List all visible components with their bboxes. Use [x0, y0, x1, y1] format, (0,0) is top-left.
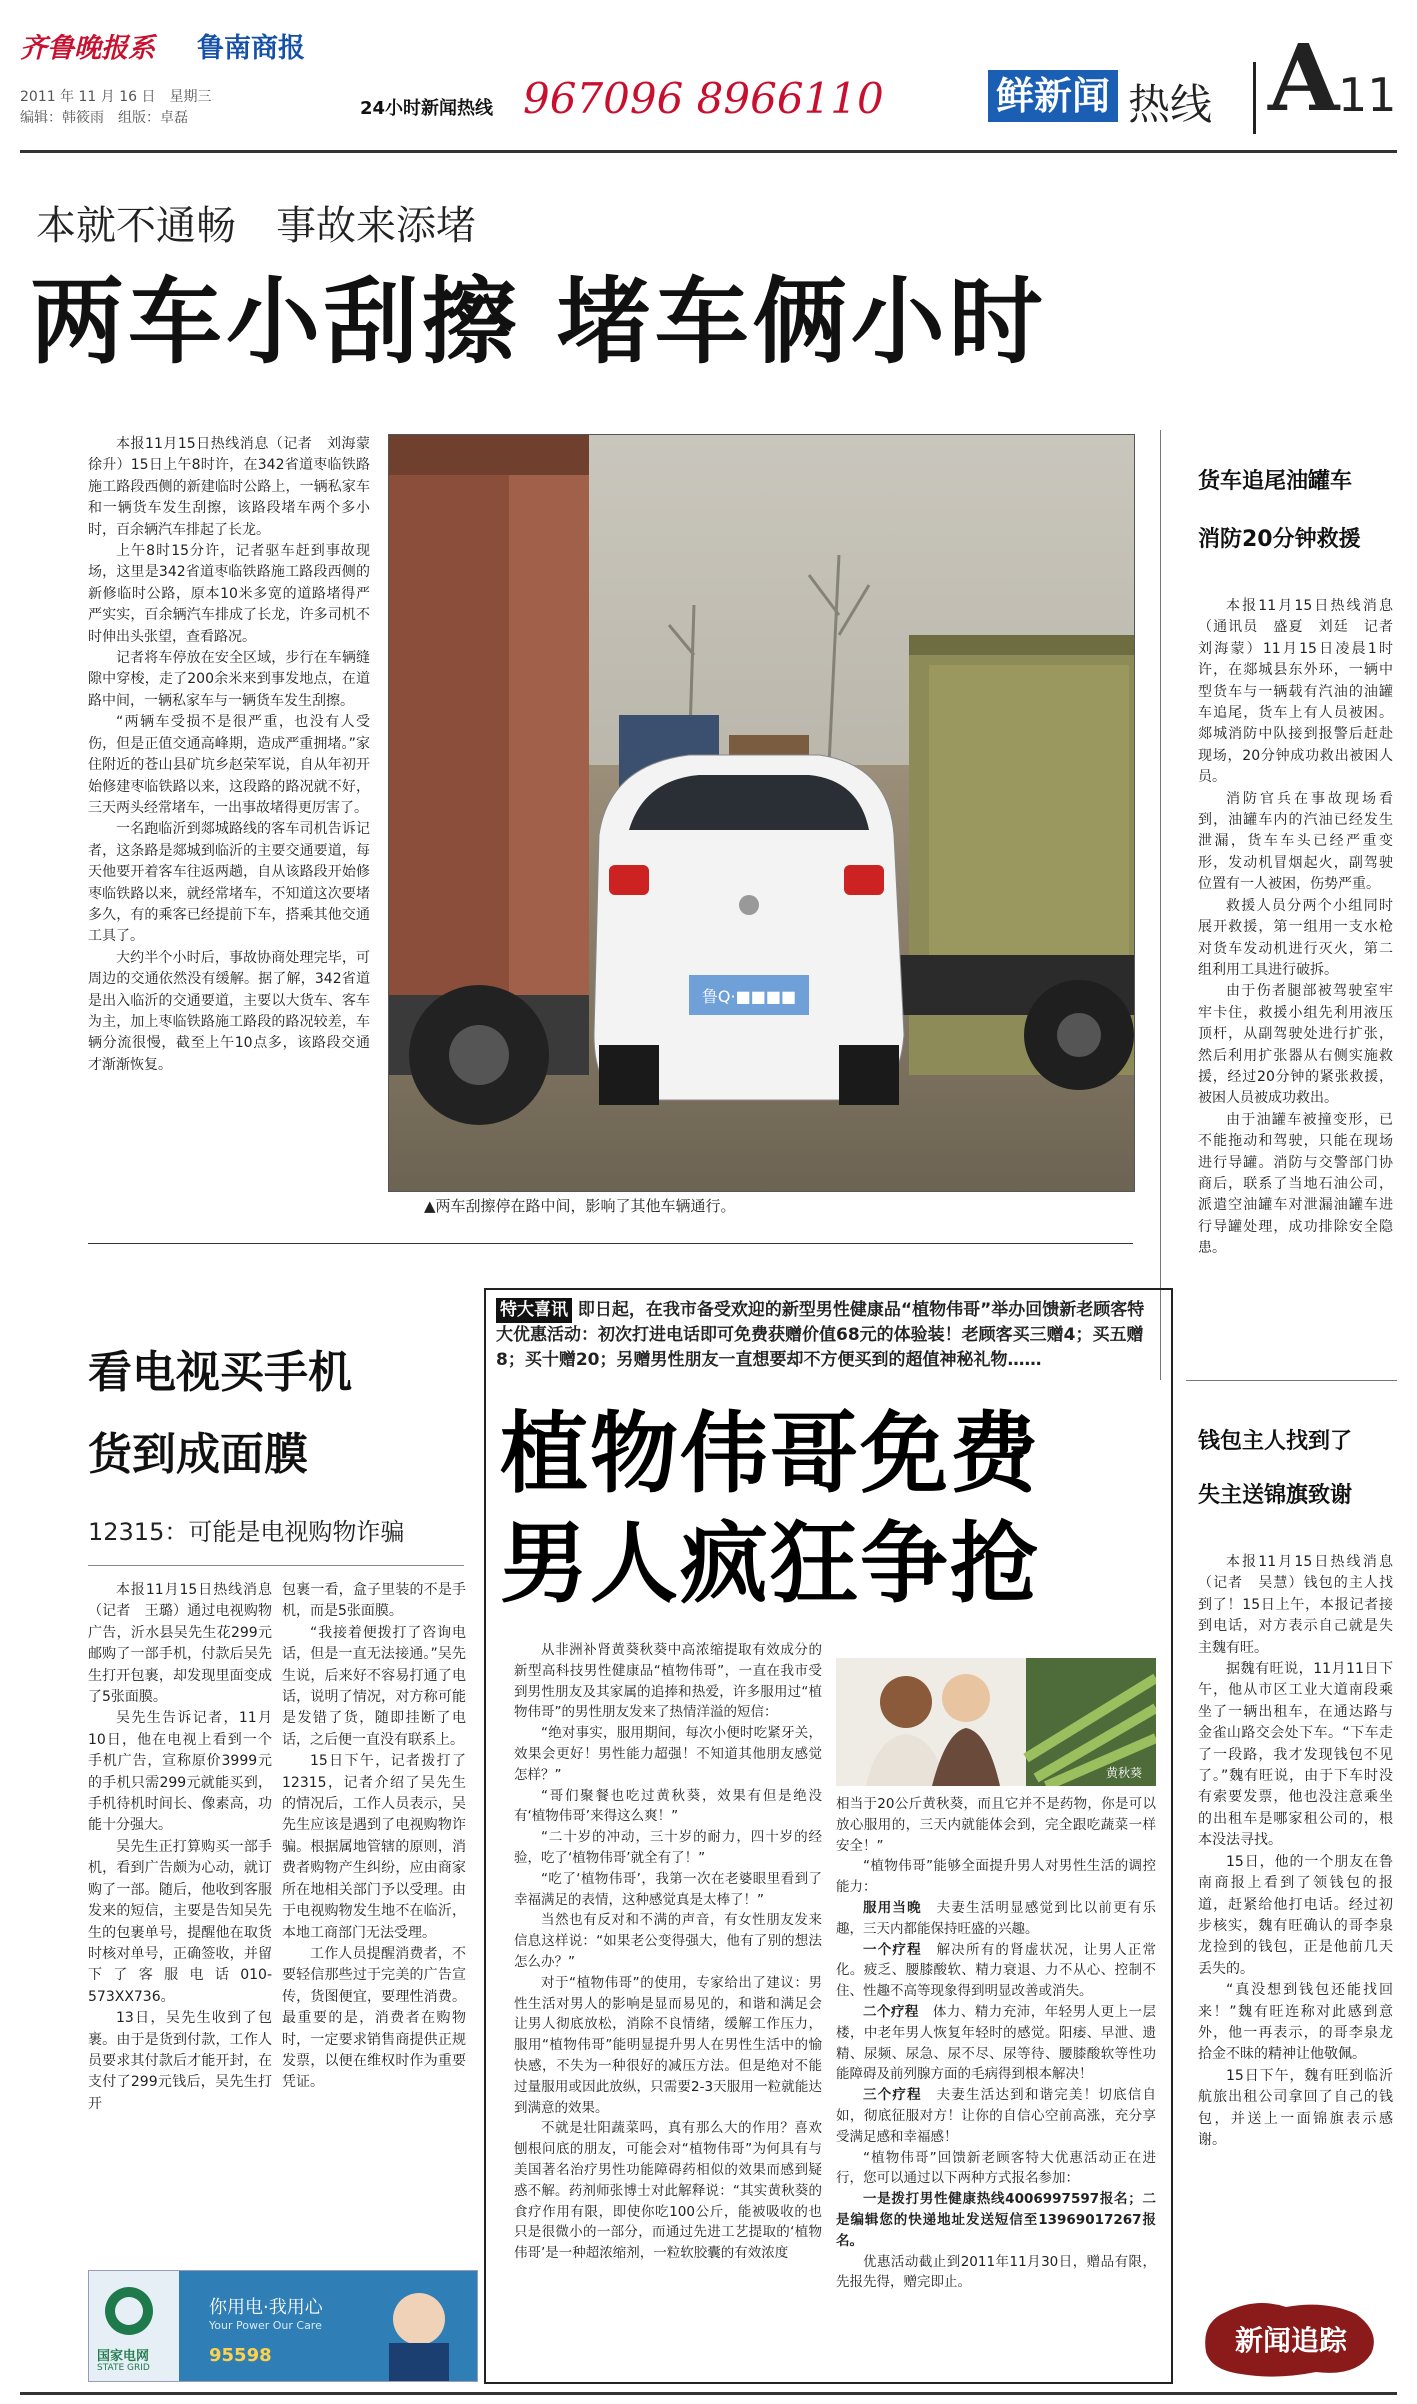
- ad-right-paragraph: “植物伟哥”能够全面提升男人对男性生活的调控能力：: [836, 1858, 1156, 1896]
- ad-headline-2: 男人疯狂争抢: [500, 1512, 1041, 1615]
- ad-paragraph: “二十岁的冲动，三十岁的耐力，四十岁的经验，吃了‘植物伟哥’就全有了！”: [514, 1829, 822, 1866]
- lead-photo: [388, 434, 1135, 1192]
- ad-box: [484, 1288, 1173, 2384]
- ad-paragraph: 当然也有反对和不满的声音，有女性朋友发来信息这样说：“如果老公变得强大，他有了别的想法怎么办？”: [514, 1912, 822, 1970]
- ad-paragraph: 对于“植物伟哥”的使用，专家给出了建议：男性生活对男人的影响是显而易见的，和谐和满足会让男人彻底放松，消除不良情绪，缓解工作压力，服用“植物伟哥”能明显提升男人在男性生活中的愉快感，不失为一种很好的减压方法。但是绝对不能过量服用或因此放纵，只需要2-3天服用一粒就能达到满意的效果。: [514, 1974, 822, 2116]
- side2-body: [1198, 1552, 1393, 2151]
- ad-headline-1: 植物伟哥免费: [500, 1402, 1041, 1505]
- tv-paragraph: 吴先生正打算购买一部手机，看到广告颇为心动，就订购了一部。随后，他收到客服发来的短信，主要是告知吴先生的包裹单号，提醒他在取货时核对单号，正确签收，并留下了客服电话010-573XX736。: [88, 1838, 272, 2005]
- tv-paragraph: “我接着便拨打了咨询电话，但是一直无法接通。”吴先生说，后来好不容易打通了电话，说明了情况，对方称可能是发错了货，随即挂断了电话，之后便一直没有联系上。: [282, 1624, 466, 1748]
- masthead-brand-red: 齐鲁晚报系: [20, 33, 155, 64]
- state-grid-slogan-en: Your Power Our Care: [209, 2319, 322, 2332]
- lead-paragraph: 上午8时15分许，记者驱车赶到事故现场，这里是342省道枣临铁路施工路段西侧的新修临时公路，原本10米多宽的道路堵得严严实实，百余辆汽车排成了长龙，许多司机不时伸出头张望，查看路况。: [88, 543, 370, 645]
- state-grid-ad: [88, 2270, 478, 2382]
- traffic-scene-illustration: [389, 435, 1135, 1192]
- state-grid-slogan: 你用电·我用心: [209, 2297, 323, 2318]
- ad-photo: [836, 1658, 1156, 1786]
- sidebar-rule: [1186, 1380, 1397, 1381]
- tv-paragraph: 包裹一看，盒子里装的不是手机，而是5张面膜。: [282, 1582, 466, 1620]
- side2-paragraph: 本报11月15日热线消息（记者 吴慧）钱包的主人找到了！15日上午，本报记者接到电话，对方表示自己就是失主魏有旺。: [1198, 1554, 1393, 1656]
- side1-paragraph: 救援人员分两个小组同时展开救援，第一组用一支水枪对货车发动机进行灭火，第二组利用工具进行破拆。: [1198, 897, 1393, 978]
- lead-bottom-rule: [88, 1243, 1133, 1244]
- tv-paragraph: 本报11月15日热线消息（记者 王璐）通过电视购物广告，沂水县吴先生花299元邮购了一部手机，付款后吴先生打开包裹，却发现里面变成了5张面膜。: [88, 1582, 272, 1706]
- section-divider: [1253, 62, 1256, 134]
- ad-benefit-text: 体力、精力充沛，年轻男人更上一层楼，中老年男人恢复年轻时的感觉。阳痿、早泄、遗精、尿频、尿急、尿不尽、尿等待、腰膝酸软等性功能障碍及前列腺方面的毛病得到根本解决！: [836, 2003, 1157, 2083]
- ad-benefit-head: 二个疗程: [863, 2003, 919, 2020]
- page-number: 11: [1338, 68, 1397, 122]
- section-tag: 鲜新闻: [988, 70, 1118, 122]
- ad-benefit-head: 三个疗程: [863, 2087, 922, 2104]
- tv-col-1: [88, 1580, 272, 2115]
- lead-paragraph: “两辆车受损不是很严重，也没有人受伤，但是正值交通高峰期，造成严重拥堵。”家住附近的苍山县矿坑乡赵荣军说，自从年初开始修建枣临铁路以来，这段路的路况就不好，三天两头经常堵车，一出事故堵得更厉害了。: [88, 714, 370, 816]
- sidebar-divider: [1160, 430, 1161, 1380]
- license-plate-text: 鲁Q·■■■■: [701, 987, 797, 1006]
- tv-rule: [88, 1565, 464, 1566]
- side2-paragraph: “真没想到钱包还能找回来！”魏有旺连称对此感到意外，他一再表示，的哥李泉龙拾金不昧的精神让他敬佩。: [1198, 1982, 1393, 2063]
- ad-benefit: [836, 2085, 1156, 2147]
- lead-body: [88, 434, 384, 1076]
- lead-paragraph: 记者将车停放在安全区域，步行在车辆缝隙中穿梭，走了200余米来到事发地点，在道路中间，一辆私家车与一辆货车发生刮擦。: [88, 650, 370, 709]
- ad-deadline: 优惠活动截止到2011年11月30日，赠品有限，先报先得，赠完即止。: [836, 2253, 1156, 2291]
- tv-paragraph: 15日下午，记者拨打了12315，记者介绍了吴先生的情况后，工作人员表示，吴先生应该是遇到了电视购物诈骗。根据属地管辖的原则，消费者购物产生纠纷，应由商家所在地相关部门予以受理。由于电视购物发生地不在临沂，本地工商部门无法受理。: [282, 1753, 466, 1941]
- tv-col-2: [282, 1580, 466, 2094]
- ad-intro: 即日起，在我市备受欢迎的新型男性健康品“植物伟哥”举办回馈新老顾客特大优惠活动：初次打进电话即可免费获赠价值68元的体验装！老顾客买三赠4；买五赠8；买十赠20；另赠男性朋友一直想要却不方便买到的超值神秘礼物……: [496, 1300, 1145, 1370]
- ad-signup-options: 一是拨打男性健康热线4006997597报名；二是编辑您的快递地址发送短信至13969017267报名。: [836, 2191, 1156, 2249]
- ad-benefit-head: 一个疗程: [863, 1941, 922, 1958]
- ad-photo-label: 黄秋葵: [1106, 1766, 1143, 1780]
- ad-left-col: [514, 1640, 822, 2264]
- state-grid-logo-text: 国家电网: [97, 2349, 150, 2364]
- page-letter: A: [1268, 24, 1340, 132]
- ad-paragraph: 从非洲补肾黄葵秋葵中高浓缩提取有效成分的新型高科技男性健康品“植物伟哥”，一直在我市受到男性朋友及其家属的追捧和热爱，许多服用过“植物伟哥”的男性朋友发来了热情洋溢的短信：: [514, 1642, 822, 1721]
- hotline-numbers: 967096 8966110: [523, 74, 884, 123]
- ad-right-col: [836, 1794, 1156, 2293]
- ad-benefit-text: 解决所有的肾虚状况，让男人正常化。疲乏、腰膝酸软、精力衰退、力不从心、控制不住、性趣不高等现象得到明显改善或消失。: [836, 1941, 1157, 2000]
- ad-paragraph: “哥们聚餐也吃过黄秋葵，效果有但是绝没有‘植物伟哥’来得这么爽！”: [514, 1787, 822, 1825]
- ad-benefit: [836, 1898, 1156, 1940]
- side1-paragraph: 本报11月15日热线消息（通讯员 盛夏 刘廷 记者 刘海蒙）11月15日凌晨1时许，在郯城县东外环，一辆中型货车与一辆载有汽油的油罐车追尾，货车上有人员被困。郯城消防中队接到报警后赶赴现场，20分钟成功救出被困人员。: [1198, 598, 1407, 786]
- side2-title-2: 失主送锦旗致谢: [1198, 1483, 1353, 1508]
- tv-subtitle: 12315：可能是电视购物诈骗: [88, 1518, 405, 1546]
- photo-caption: ▲两车刮擦停在路中间，影响了其他车辆通行。: [424, 1197, 736, 1215]
- ad-benefit: [836, 1940, 1156, 2002]
- side1-paragraph: 由于油罐车被撞变形，已不能拖动和驾驶，只能在现场进行导罐。消防与交警部门协商后，联系了当地石油公司，派遣空油罐车对泄漏油罐车进行导罐处理，成功排除安全隐患。: [1198, 1111, 1393, 1257]
- dateline: 2011 年 11 月 16 日 星期三: [20, 89, 212, 105]
- lead-kicker: 本就不通畅 事故来添堵: [36, 203, 476, 249]
- side1-paragraph: 消防官兵在事故现场看到，油罐车内的汽油已经发生泄漏，货车车头已经严重变形，发动机冒烟起火，副驾驶位置有一人被困，伤势严重。: [1198, 790, 1393, 893]
- state-grid-logo-en: STATE GRID: [97, 2363, 150, 2373]
- hotline-label: 24小时新闻热线: [360, 98, 494, 119]
- lead-paragraph: 本报11月15日热线消息（记者 刘海蒙 徐升）15日上午8时许，在342省道枣临铁路施工路段西侧的新建临时公路上，一辆私家车和一辆货车发生刮擦，该路段堵车两个多小时，百余辆汽车排起了长龙。: [88, 436, 384, 538]
- ad-tag: 特大喜讯: [496, 1298, 572, 1323]
- lead-paragraph: 一名跑临沂到郯城路线的客车司机告诉记者，这条路是郯城到临沂的主要交通要道，每天他要开着客车往返两趟，自从该路段开始修枣临铁路以来，就经常堵车，不知道这次要堵多久，有的乘客已经提前下车，搭乘其他交通工具了。: [88, 821, 370, 945]
- ad-right-paragraph: 相当于20公斤黄秋葵，而且它并不是药物，你是可以放心服用的，三天内就能体会到，完全跟吃蔬菜一样安全！”: [836, 1796, 1156, 1854]
- side2-paragraph: 15日，他的一个朋友在鲁南商报上看到了领钱包的报道，赶紧给他打电话。经过初步核实，魏有旺确认的哥李泉龙捡到的钱包，正是他前几天丢失的。: [1198, 1853, 1393, 1977]
- side1-body: [1198, 596, 1407, 1260]
- editors-line: 编辑：韩筱雨 组版：卓磊: [20, 110, 188, 126]
- side1-title-2: 消防20分钟救援: [1198, 527, 1361, 552]
- tv-title-2: 货到成面膜: [88, 1429, 308, 1480]
- tv-paragraph: 13日，吴先生收到了包裹。由于是货到付款，工作人员要求其付款后才能开封，在支付了299元钱后，吴先生打开: [88, 2010, 272, 2112]
- tv-title-1: 看电视买手机: [88, 1347, 352, 1398]
- ad-benefit-text: 夫妻生活达到和谐完美！切底信自如，彻底征服对方！让你的自信心空前高涨，充分享受满足感和幸福感！: [836, 2087, 1157, 2145]
- lead-paragraph: 大约半个小时后，事故协商处理完毕，可周边的交通依然没有缓解。据了解，342省道是出入临沂的交通要道，主要以大货车、客车为主，加上枣临铁路施工路段的路况较差，车辆分流很慢，截至上午10点多，该路段交通才渐渐恢复。: [88, 949, 370, 1073]
- side2-paragraph: 据魏有旺说，11月11日下午，他从市区工业大道南段乘坐了一辆出租车，在通达路与金雀山路交会处下车。“下车走了一段路，我才发现钱包不见了。”魏有旺说，由于下车时没有索要发票，他也没注意乘坐的出租车是哪家租公司的，根本没法寻找。: [1198, 1661, 1393, 1849]
- ad-paragraph: “吃了‘植物伟哥’，我第一次在老婆眼里看到了幸福满足的表情，这种感觉真是太棒了！”: [514, 1870, 822, 1908]
- masthead-brand-blue: 鲁南商报: [197, 33, 305, 64]
- side2-paragraph: 15日下午，魏有旺到临沂航旅出租公司拿回了自己的钱包，并送上一面锦旗表示感谢。: [1198, 2067, 1393, 2148]
- state-grid-hotline: 95598: [209, 2345, 272, 2366]
- ad-benefit: [836, 2002, 1156, 2085]
- news-tracking-stamp: [1196, 2292, 1386, 2382]
- page-bottom-rule: [20, 2392, 1397, 2395]
- ad-benefit-head: 服用当晚: [863, 1899, 922, 1916]
- tv-paragraph: 工作人员提醒消费者，不要轻信那些过于完美的广告宣传，货图便宜，要理性消费。最重要的是，消费者在购物时，一定要求销售商提供正规发票，以便在维权时作为重要凭证。: [282, 1945, 466, 2091]
- section-name: 热线: [1128, 80, 1213, 129]
- side2-title-1: 钱包主人找到了: [1198, 1429, 1353, 1454]
- masthead-rule: [20, 150, 1397, 153]
- ad-intro-block: [496, 1298, 1161, 1373]
- ad-paragraph: 不就是壮阳蔬菜吗，真有那么大的作用？喜欢刨根问底的朋友，可能会对“植物伟哥”为何具有与美国著名治疗男性功能障碍药相似的效果而感到疑惑不解。药剂师张博士对此解释说：“其实黄秋葵的食疗作用有限，即使你吃100公斤，能被吸收的也只是很微小的一部分，而通过先进工艺提取的‘植物伟哥’是一种超浓缩剂，一粒软胶囊的有效浓度: [514, 2120, 822, 2262]
- stamp-text: 新闻追踪: [1234, 2324, 1348, 2357]
- side1-title-1: 货车追尾油罐车: [1198, 469, 1353, 494]
- ad-paragraph: “绝对事实，服用期间，每次小便时吃紧牙关，效果会更好！男性能力超强！不知道其他朋友感觉怎样？”: [514, 1725, 822, 1783]
- lead-headline: 两车小刮擦 堵车俩小时: [30, 268, 1047, 377]
- ad-closing: “植物伟哥”回馈新老顾客特大优惠活动正在进行，您可以通过以下两种方式报名参加：: [836, 2149, 1156, 2187]
- ad-benefit-text: 夫妻生活明显感觉到比以前更有乐趣，三天内都能保持旺盛的兴趣。: [836, 1899, 1157, 1937]
- side1-paragraph: 由于伤者腿部被驾驶室牢牢卡住，救援小组先利用液压顶杆，从副驾驶处进行扩张，然后利用扩张器从右侧实施救援，经过20分钟的紧张救援，被困人员被成功救出。: [1198, 983, 1393, 1107]
- tv-paragraph: 吴先生告诉记者，11月10日，他在电视上看到一个手机广告，宣称原价3999元的手机只需299元就能买到，手机待机时间长、像素高，功能十分强大。: [88, 1710, 272, 1834]
